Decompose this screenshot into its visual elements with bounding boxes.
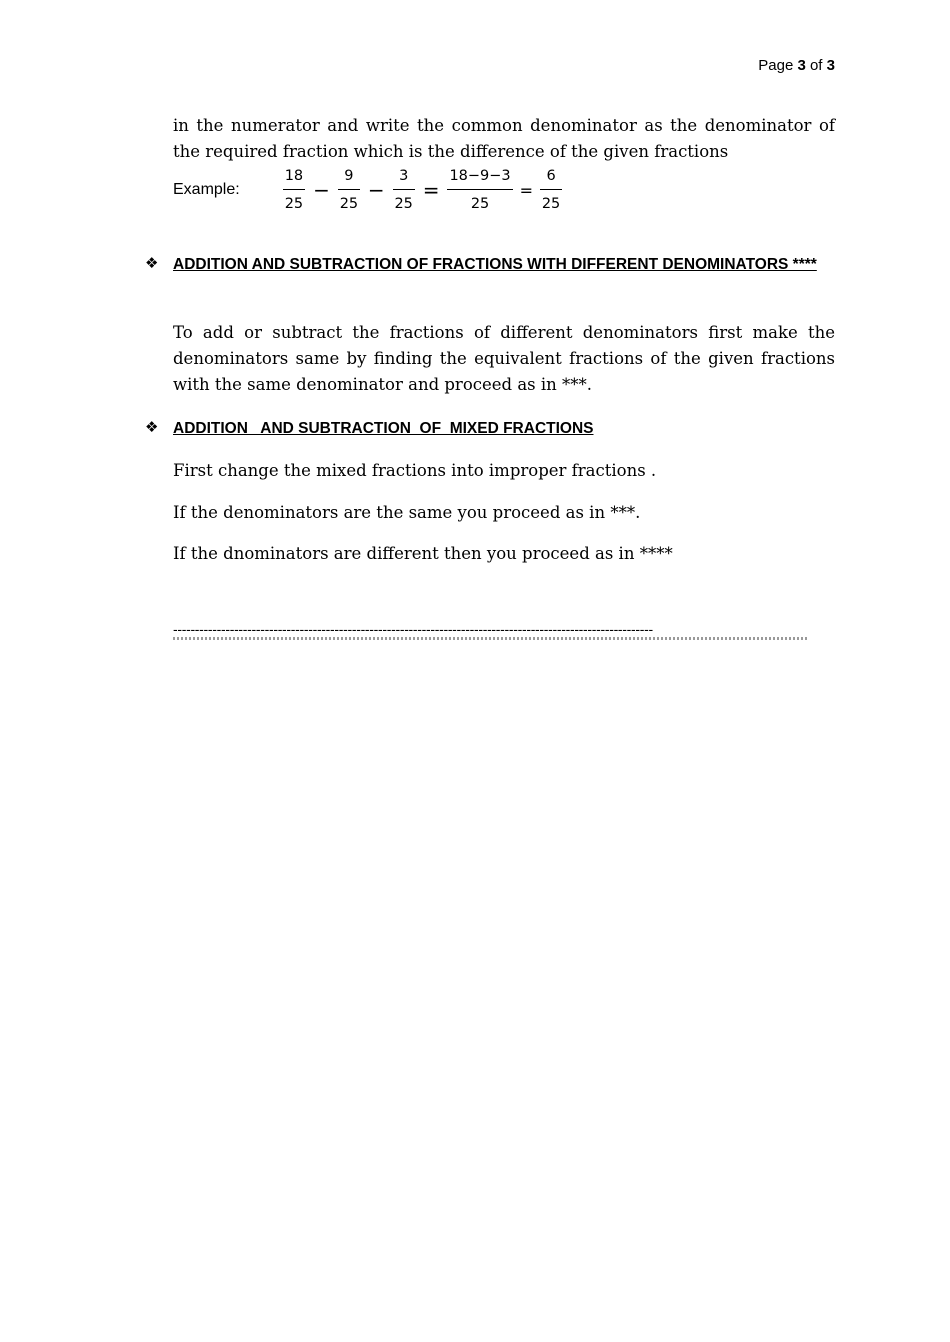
mixed-fractions-line-3: If the dnominators are different then you proceed as in **** — [173, 544, 673, 563]
fraction-numerator: 18−9−3 — [447, 166, 512, 190]
diamond-bullet-icon: ❖ — [145, 254, 159, 272]
minus-sign: − — [367, 178, 385, 202]
fraction-numerator: 6 — [540, 166, 562, 190]
fraction-5 — [540, 166, 562, 214]
intro-paragraph: in the numerator and write the common denominator as the denominator of the required fraction which is the difference of the given fractions — [173, 116, 835, 161]
fraction-denominator: 25 — [470, 196, 490, 212]
example-label: Example: — [173, 181, 240, 198]
diamond-bullet-icon: ❖ — [145, 418, 159, 436]
equals-sign: = — [519, 180, 534, 200]
page-total: 3 — [826, 57, 835, 74]
section-paragraph-different-denominators: To add or subtract the fractions of different denominators first make the denominators same by finding the equivalent fractions of the given fractions with the same denominator and proceed as in ***. — [173, 323, 835, 394]
fraction-denominator: 25 — [339, 196, 359, 212]
section-heading-mixed-fractions: ADDITION AND SUBTRACTION OF MIXED FRACTIONS — [173, 420, 594, 437]
mixed-fractions-line-2: If the denominators are the same you proceed as in ***. — [173, 503, 641, 522]
fraction-3 — [393, 166, 415, 214]
minus-sign: − — [313, 178, 330, 202]
fraction-numerator: 18 — [283, 166, 305, 190]
dashed-separator: -------------------------------------------------------------------------------------------------------------- — [173, 621, 653, 637]
fraction-denominator: 25 — [394, 196, 413, 212]
fraction-1 — [283, 166, 305, 214]
mixed-fractions-line-1: First change the mixed fractions into improper fractions . — [173, 461, 657, 480]
page-of: of — [805, 57, 827, 74]
page-number — [758, 57, 835, 74]
page-prefix: Page — [758, 57, 798, 74]
spellcheck-squiggle — [173, 637, 807, 640]
fraction-denominator: 25 — [541, 196, 561, 212]
equals-sign: = — [422, 178, 440, 202]
fraction-2 — [338, 166, 360, 214]
page-current: 3 — [797, 57, 806, 74]
section-heading-different-denominators: ADDITION AND SUBTRACTION OF FRACTIONS WITH DIFFERENT DENOMINATORS **** — [173, 256, 817, 273]
fraction-4 — [447, 166, 512, 214]
example-equation — [173, 163, 565, 217]
fraction-numerator: 9 — [338, 166, 360, 190]
fraction-numerator: 3 — [393, 166, 415, 190]
fraction-denominator: 25 — [284, 196, 304, 212]
